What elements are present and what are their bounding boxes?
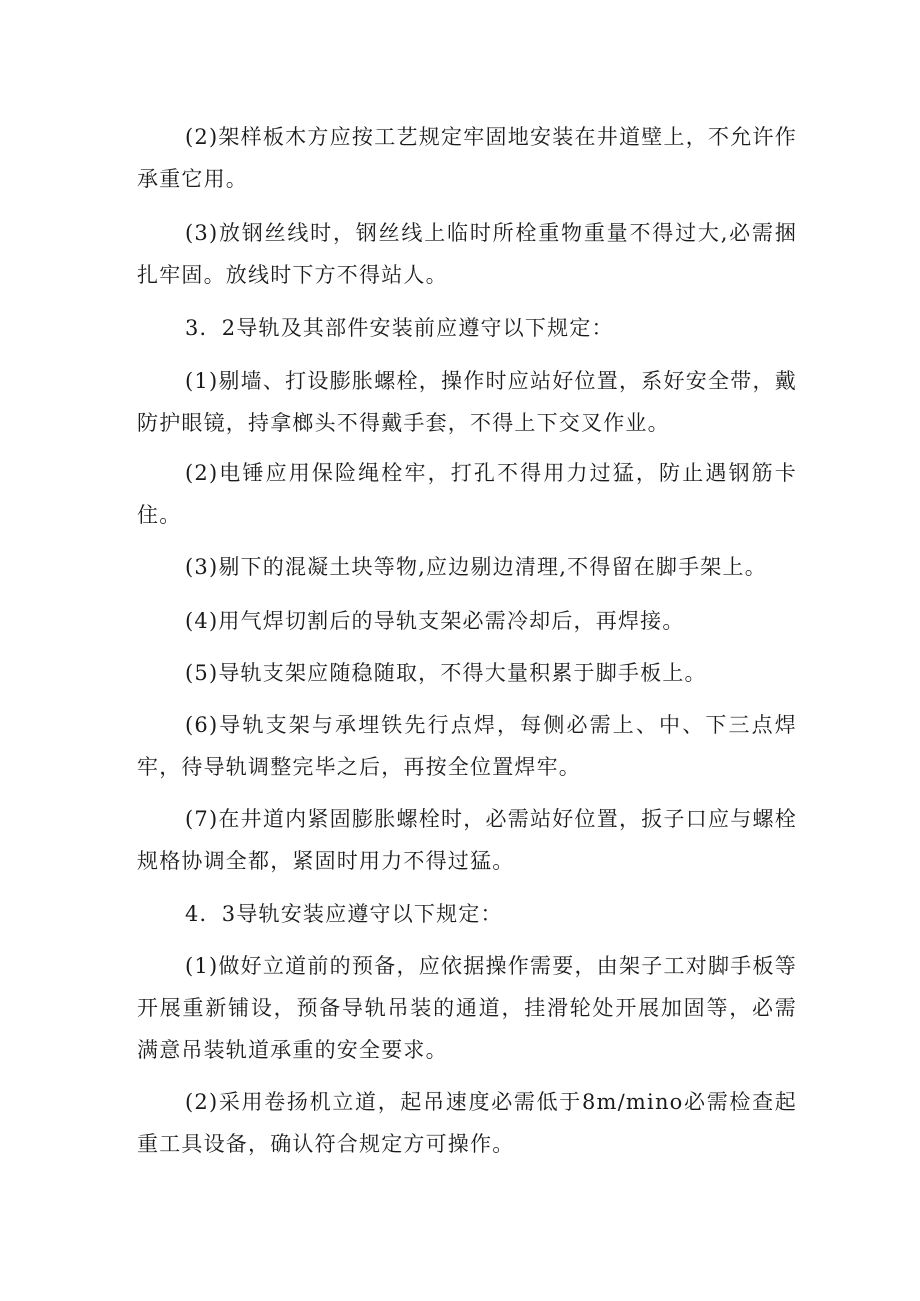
paragraph-5-rail-brackets: (5)导轨支架应随稳随取，不得大量积累于脚手板上。: [185, 661, 707, 685]
section-heading-3-2: 3．2导轨及其部件安装前应遵守以下规定：: [185, 316, 614, 340]
paragraph-3-concrete-debris: (3)剔下的混凝土块等物,应边剔边清理,不得留在脚手架上。: [185, 555, 767, 579]
paragraph-2-template-wood: (2)架样板木方应按工艺规定牢固地安装在井道壁上，不允许作承重它用。: [137, 125, 797, 191]
paragraph-7-expansion-bolts: (7)在井道内紧固膨胀螺栓时，必需站好位置，扳子口应与螺栓规格协调全都，紧固时用力不得过猛。: [137, 807, 797, 873]
paragraph-2-winch: (2)采用卷扬机立道，起吊速度必需低于8m∕mino必需检查起重工具设备，确认符合规定方可操作。: [137, 1090, 797, 1156]
paragraph-2-electric-hammer: (2)电锤应用保险绳栓牢，打孔不得用力过猛，防止遇钢筋卡住。: [137, 461, 797, 527]
paragraph-6-spot-welding: (6)导轨支架与承埋铁先行点焊，每侧必需上、中、下三点焊牢，待导轨调整完毕之后，再按全位置焊牢。: [137, 713, 797, 779]
paragraph-3-steel-wire: (3)放钢丝线时，钢丝线上临时所栓重物重量不得过大,必需捆扎牢固。放线时下方不得站人。: [137, 221, 797, 287]
paragraph-1-preparation: (1)做好立道前的预备，应依据操作需要，由架子工对脚手板等开展重新铺设，预备导轨吊装的通道，挂滑轮处开展加固等，必需满意吊装轨道承重的安全要求。: [137, 954, 797, 1062]
section-heading-4-3: 4．3导轨安装应遵守以下规定：: [185, 902, 503, 926]
paragraph-1-drilling: (1)剔墙、打设膨胀螺栓，操作时应站好位置，系好安全带，戴防护眼镜，持拿榔头不得戴手套，不得上下交叉作业。: [137, 369, 797, 435]
paragraph-4-gas-cutting: (4)用气焊切割后的导轨支架必需冷却后，再焊接。: [185, 609, 685, 633]
